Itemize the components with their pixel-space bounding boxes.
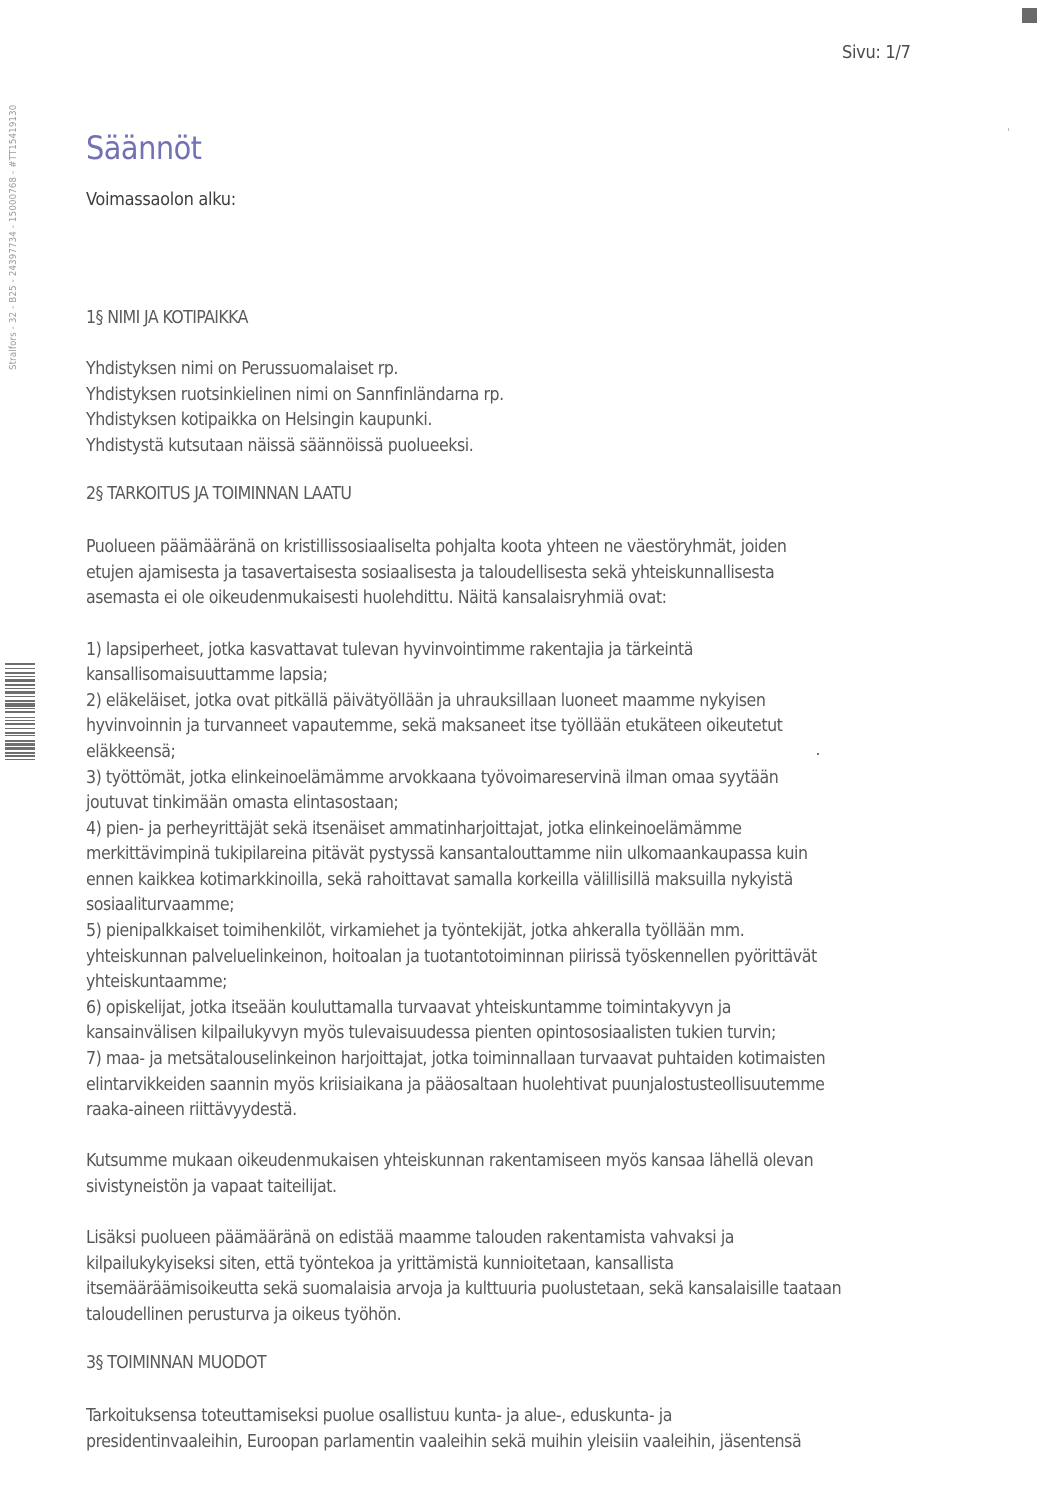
scan-corner-mark — [1022, 8, 1037, 23]
barcode-gap — [5, 760, 35, 763]
document-body — [86, 306, 976, 1455]
section-1 — [86, 306, 976, 460]
paragraph: Yhdistyksen nimi on Perussuomalaiset rp. Yhdistyksen ruotsinkielinen nimi on Sannfinländarna rp. Yhdistyksen kotipaikka on Helsingin kaupunki. Yhdistystä kutsutaan näissä säännöissä puolueeksi. — [86, 359, 504, 456]
valid-from-label: Voimassaolon alku: — [86, 189, 236, 210]
numbered-list: 1) lapsiperheet, jotka kasvattavat tulevan hyvinvointimme rakentajia ja tärkeintä kansallisomaisuuttamme lapsia; 2) eläkeläiset, jotka ovat pitkällä päivätyöllään ja uhrauksillaan luoneet maamme nykyisen hyvinvoinnin ja turvanneet vapautemme, sekä maksaneet itse työllään etukäteen oikeutetut eläkkeensä; 3) työttömät, jotka elinkeinoelämämme arvokkaana työvoimareservinä ilman omaa syytään joutuvat tinkimään omasta elintasostaan; 4) pien- ja perheyrittäjät sekä itsenäiset ammatinharjoittajat, jotka elinkeinoelämämme merkittävimpinä tukipilareina pitävät pystyssä kansantalouttamme niin ulkomaankaupassa kuin ennen kaikkea kotimarkkinoilla, sekä rahoittavat samalla korkeilla välillisillä maksuilla nykyistä sosiaaliturvaamme; 5) pienipalkkaiset toimihenkilöt, virkamiehet ja työntekijät, jotka ahkeralla työllään mm. yhteiskunnan palveluelinkeinon, hoitoalan ja tuotantotoiminnan piirissä työskennellen pyörittävät yhteiskuntaamme; 6) opiskelijat, jotka itseään kouluttamalla turvaavat yhteiskuntamme toimintakyvyn ja kansainvälisen kilpailukyvyn myös tulevaisuudessa pienten opintososiaalisten tukien turvin; 7) maa- ja metsätalouselinkeinon harjoittajat, jotka toiminnallaan turvaavat puhtaiden kotimaisten elintarvikkeiden saannin myös kriisiaikana ja pääosaltaan huolehtivat puunjalostusteollisuutemme raaka-aineen riittävyydestä. — [86, 639, 826, 1121]
paragraph: Puolueen päämääränä on kristillissosiaaliselta pohjalta koota yhteen ne väestöryhmät, joiden etujen ajamisesta ja tasavertaisesta sosiaalisesta ja taloudellisesta sekä yhteiskunnallisesta asemasta ei ole oikeudenmukaisesti huolehdittu. Näitä kansalaisryhmiä ovat: — [86, 537, 787, 609]
section-2 — [86, 482, 976, 1329]
paragraph: Tarkoituksensa toteuttamiseksi puolue osallistuu kunta- ja alue-, eduskunta- ja presidentinvaaleihin, Euroopan parlamentin vaaleihin sekä muihin yleisiin vaaleihin, jäsentensä — [86, 1406, 802, 1452]
section-heading: 1§ NIMI JA KOTIPAIKKA — [86, 308, 248, 328]
section-3 — [86, 1351, 976, 1456]
barcode — [5, 663, 35, 833]
scan-artifact — [1008, 128, 1009, 131]
side-tracking-code: Stralfors - 32 - B25 - 24397734 - 15000768 - #TT15419130 — [8, 104, 19, 370]
page-indicator: Sivu: 1/7 — [842, 42, 911, 63]
document-title: Säännöt — [86, 129, 202, 168]
scan-artifact — [817, 753, 819, 755]
paragraph: Lisäksi puolueen päämääränä on edistää maamme talouden rakentamista vahvaksi ja kilpailukykyiseksi siten, että työntekoa ja yrittämistä kunnioitetaan, kansallista itsemääräämisoikeutta sekä suomalaisia arvoja ja kulttuuria puolustetaan, sekä kansalaisille taataan taloudellinen perusturva ja oikeus työhön. — [86, 1228, 842, 1325]
paragraph: Kutsumme mukaan oikeudenmukaisen yhteiskunnan rakentamiseen myös kansaa lähellä olevan sivistyneistön ja vapaat taiteilijat. — [86, 1151, 814, 1197]
section-heading: 2§ TARKOITUS JA TOIMINNAN LAATU — [86, 483, 352, 504]
section-heading: 3§ TOIMINNAN MUODOT — [86, 1352, 267, 1373]
